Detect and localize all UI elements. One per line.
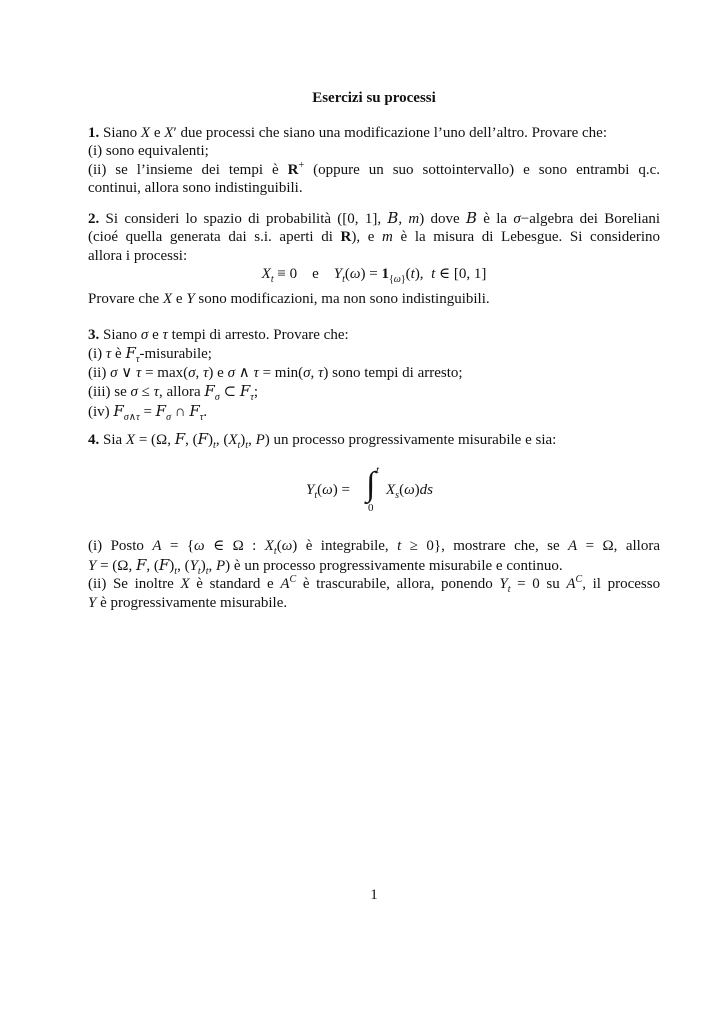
exercise-3 [88,326,660,421]
exercise-2-equation: $X_t \equiv 0$ e $Y_t(\omega) = 1_{\{\omega\}}(t)$, t ∈ [0, 1] [261,266,487,286]
exercise-3-item-iii: (iii) se σ ≤ τ, allora $F_\sigma$ ⊂ $F_\tau$; [88,382,259,404]
document-page [88,0,660,1024]
page-title: Esercizi su processi [312,90,436,106]
exercise-2-conclusion: Provare che X e Y sono modificazioni, ma non sono indistinguibili. [88,290,490,307]
exercise-3-item-ii: (ii) σ ∨ τ = max(σ, τ) e σ ∧ τ = min(σ, τ) sono tempi di arresto; [88,364,463,381]
exercise-4-equation: $Y_t(\omega)$ = ∫ t 0 $X_s(\omega)ds$ [306,464,434,515]
exercise-4-part-i-cont: Y = (Ω, F, $(F)_t$, $(Y_t)_t$, P) è un processo progressivamente misurabile e continuo. [88,555,563,577]
exercise-3-item-i: (i) τ è $F_\tau$-misurabile; [88,344,212,366]
exercise-1-item-i: (i) sono equivalenti; [88,143,209,160]
exercise-1-item-ii-cont: continui, allora sono indistinguibili. [88,180,303,197]
exercise-1-item-ii: (ii) se l’insieme dei tempi è R+ (oppure un suo sottointervallo) e sono entrambi q.c. [88,159,661,178]
exercise-4 [88,430,660,612]
exercise-2-number: 2. [88,211,100,227]
exercise-1-number: 1. [88,125,100,141]
exercise-3-number: 3. [88,327,100,343]
exercise-4-part-ii-cont: Y è progressivamente misurabile. [88,594,288,611]
exercise-2-line-3: allora i processi: [88,247,188,264]
exercise-4-number: 4. [88,432,100,448]
exercise-1 [88,124,660,198]
page-number: 1 [370,887,378,903]
exercise-4-part-ii: (ii) Se inoltre X è standard e $A^C$ è trascurabile, allora, ponendo $Y_t = 0$ su $A^C$, il processo [88,574,661,596]
exercise-3-item-iv: (iv) $F_{\sigma\wedge\tau} = F_\sigma$ ∩ $F_\tau$. [88,401,208,423]
exercise-1-intro: 1. Siano X e X′ due processi che siano una modificazione l’uno dell’altro. Provare che: [88,125,607,141]
exercise-2 [88,209,660,308]
exercise-2-line-1: 2. Si consideri lo spazio di probabilità ([0, 1], B, m) dove B è la σ−algebra dei Boreliani [88,209,661,227]
exercise-4-part-i: (i) Posto A = {ω ∈ Ω : $X_t(\omega)$ è integrabile, t ≥ 0}, mostrare che, se A = Ω, allora [88,538,660,558]
exercise-3-intro: 3. Siano σ e τ tempi di arresto. Provare che: [88,327,349,343]
exercise-4-intro: 4. Sia X = (Ω, F, $(F)_t$, $(X_t)_t$, P) un processo progressivamente misurabile e sia: [88,430,557,451]
exercise-2-line-2: (cioé quella generata dai s.i. aperti di R), e m è la misura di Lebesgue. Si considerino [88,229,661,246]
